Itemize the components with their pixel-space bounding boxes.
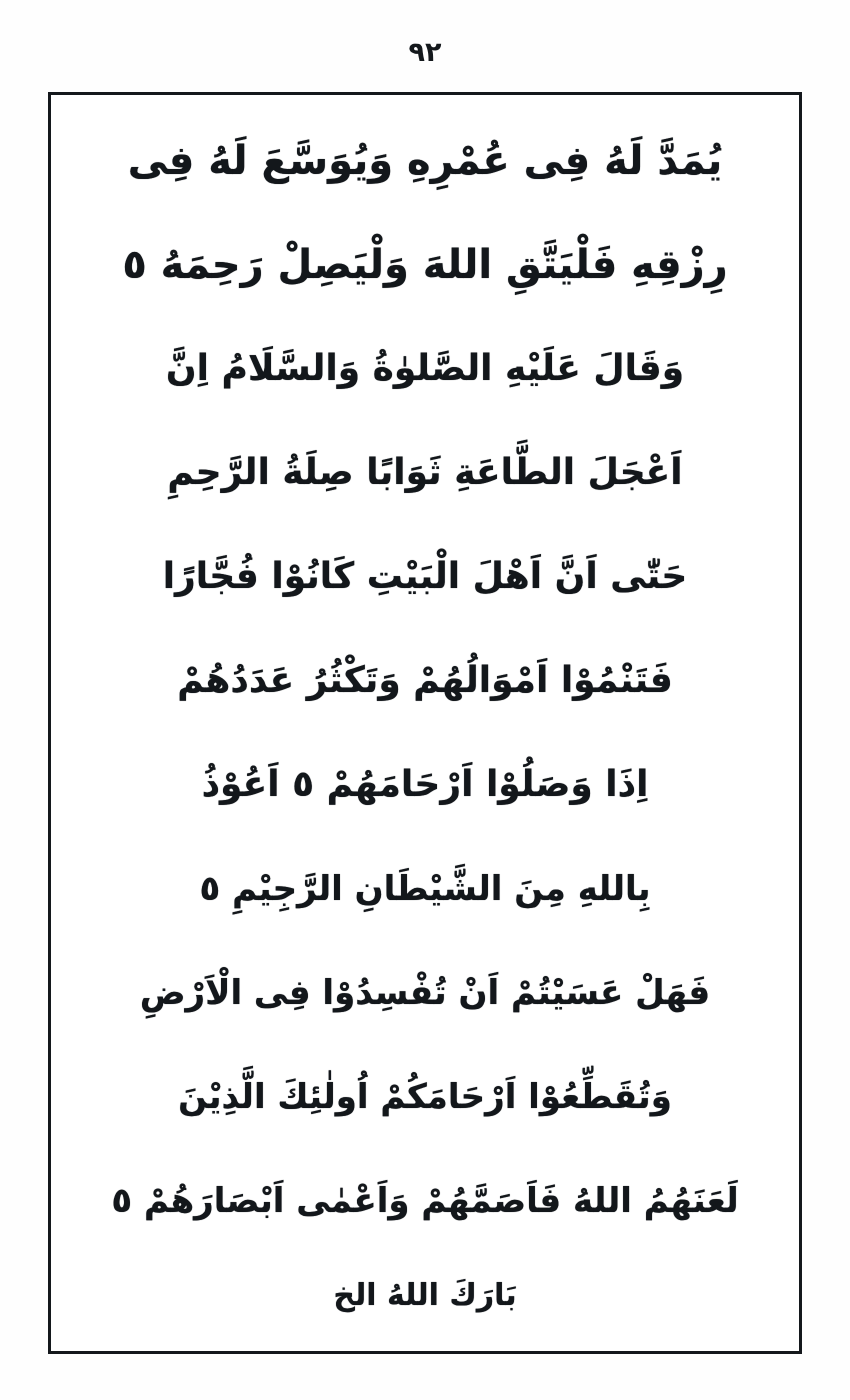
text-line-1-content: يُمَدَّ لَهُ فِى عُمْرِهِ وَيُوَسَّعَ لَهُ فِى — [127, 138, 723, 184]
text-line-6 — [73, 629, 777, 733]
text-line-12-content: بَارَكَ اللهُ الخ — [333, 1278, 517, 1313]
text-line-4 — [73, 421, 777, 525]
text-line-9 — [73, 941, 777, 1045]
text-line-2-content: رِزْقِهِ فَلْيَتَّقِ اللهَ وَلْيَصِلْ رَحِمَهُ ٥ — [122, 242, 728, 288]
text-line-8-content: بِاللهِ مِنَ الشَّيْطَانِ الرَّجِيْمِ ٥ — [199, 869, 651, 909]
text-line-4-content: اَعْجَلَ الطَّاعَةِ ثَوَابًا صِلَةُ الرَّحِمِ — [167, 452, 683, 493]
text-line-10 — [73, 1045, 777, 1149]
text-line-1 — [73, 109, 777, 213]
arabic-text-block — [73, 109, 777, 1339]
text-line-7-content: اِذَا وَصَلُوْا اَرْحَامَهُمْ ٥ اَعُوْذُ — [201, 764, 649, 805]
text-line-5-content: حَتّٰى اَنَّ اَهْلَ الْبَيْتِ كَانُوْا فُجَّارًا — [162, 556, 688, 597]
text-line-11 — [73, 1149, 777, 1253]
text-line-9-content: فَهَلْ عَسَيْتُمْ اَنْ تُفْسِدُوْا فِى الْاَرْضِ — [139, 973, 711, 1013]
text-line-3-content: وَقَالَ عَلَيْهِ الصَّلوٰةُ وَالسَّلَامُ اِنَّ — [165, 348, 685, 389]
text-line-11-content: لَعَنَهُمُ اللهُ فَاَصَمَّهُمْ وَاَعْمٰى اَبْصَارَهُمْ ٥ — [111, 1181, 739, 1221]
text-line-2 — [73, 213, 777, 317]
text-line-12 — [73, 1253, 777, 1339]
text-line-7 — [73, 733, 777, 837]
text-line-6-content: فَتَنْمُوْا اَمْوَالُهُمْ وَتَكْثُرُ عَدَدُهُمْ — [177, 660, 673, 701]
text-frame-border — [48, 92, 802, 1354]
text-line-8 — [73, 837, 777, 941]
text-line-10-content: وَتُقَطِّعُوْا اَرْحَامَكُمْ اُولٰئِكَ الَّذِيْنَ — [178, 1077, 672, 1117]
text-line-5 — [73, 525, 777, 629]
page-number: ٩٢ — [408, 37, 442, 68]
text-line-3 — [73, 317, 777, 421]
